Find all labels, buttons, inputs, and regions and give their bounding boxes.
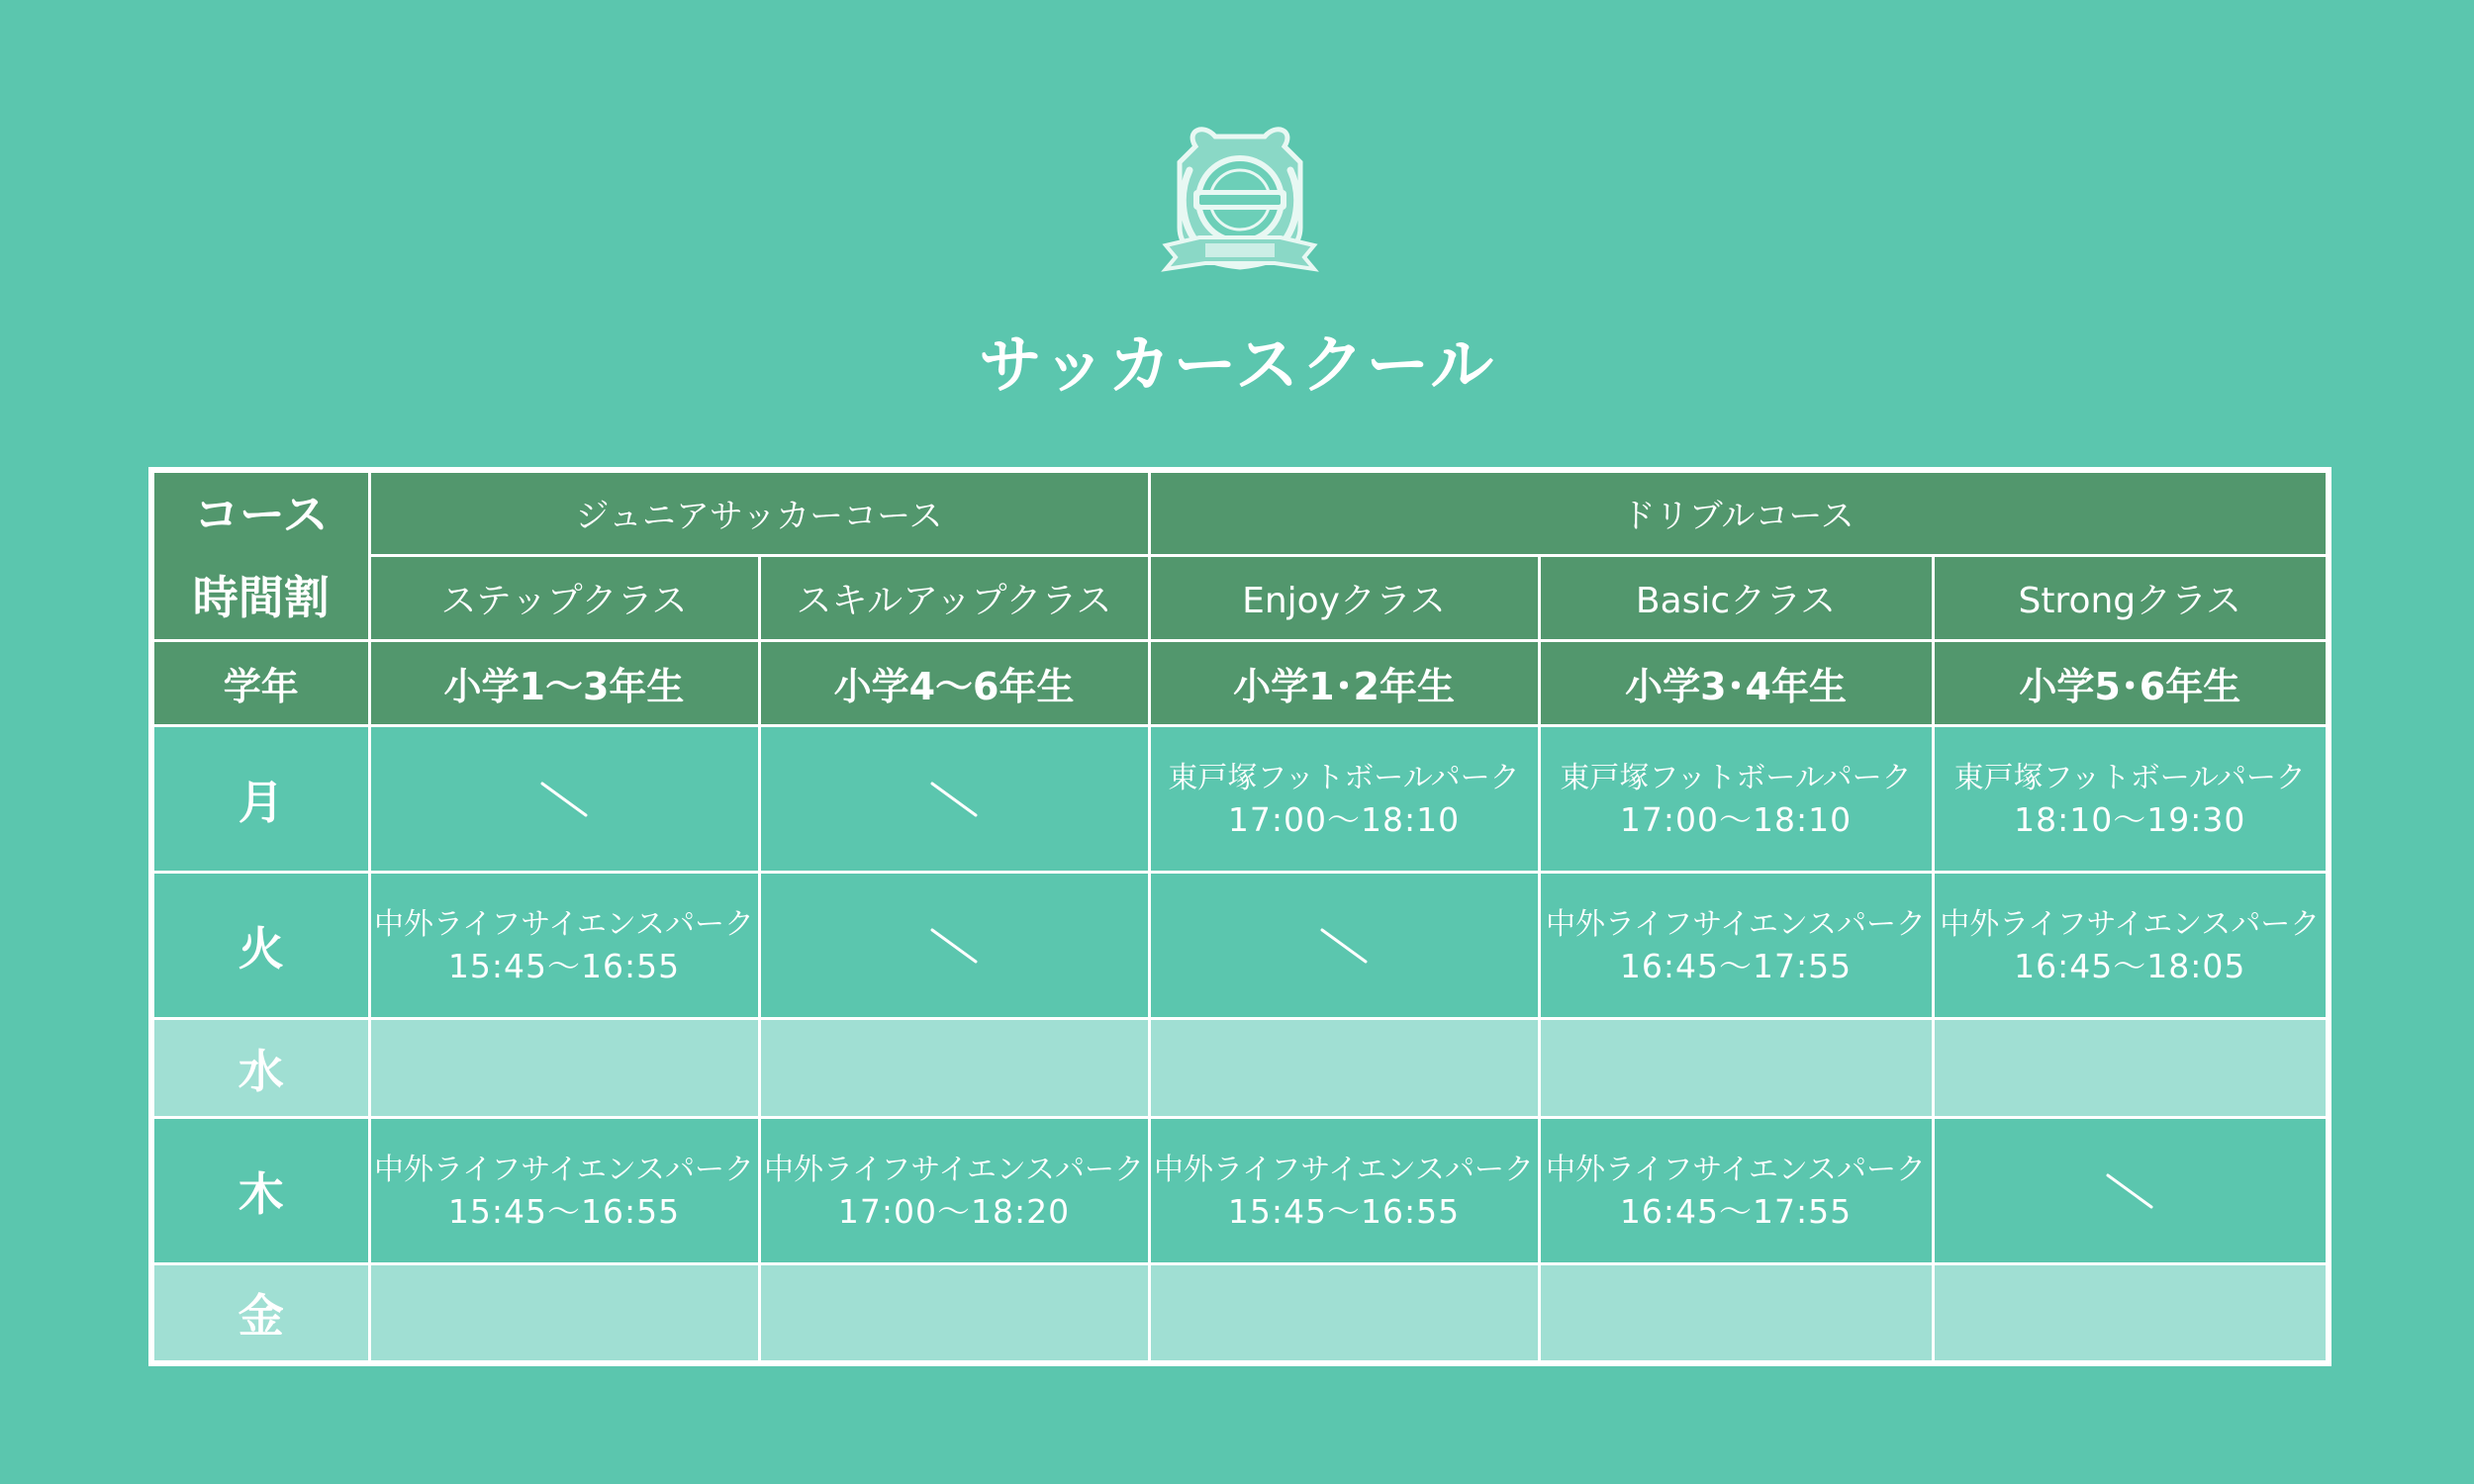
grade-step: 小学1〜3年生: [369, 641, 759, 726]
session-time: 15:45〜16:55: [447, 946, 681, 985]
session-venue: 中外ライフサイエンスパーク: [764, 1152, 1144, 1187]
empty-cell: [759, 1264, 1149, 1363]
session-cell: [1149, 726, 1539, 873]
class-enjoy: Enjoyクラス: [1149, 555, 1539, 640]
no-session-cell: [369, 726, 759, 873]
session-venue: 東戸塚フットボールパーク: [1953, 760, 2306, 795]
session-venue: 中外ライフサイエンスパーク: [374, 1152, 754, 1187]
session-cell: [759, 1118, 1149, 1264]
session-cell: [369, 1118, 759, 1264]
schedule-table: [148, 467, 2331, 1366]
no-session-slash-icon: [2102, 1171, 2157, 1211]
grade-skillup: 小学4〜6年生: [759, 641, 1149, 726]
session-time: 17:00〜18:10: [1619, 799, 1853, 839]
day-label: 火: [151, 873, 369, 1019]
session-venue: 東戸塚フットボールパーク: [1560, 760, 1912, 795]
no-session-slash-icon: [926, 780, 982, 819]
session-cell: [1539, 873, 1933, 1019]
session-cell: [1149, 1118, 1539, 1264]
day-row: [151, 1118, 2329, 1264]
day-label: 水: [151, 1019, 369, 1118]
session-venue: 中外ライフサイエンスパーク: [374, 906, 754, 942]
no-session-cell: [759, 873, 1149, 1019]
day-label: 月: [151, 726, 369, 873]
empty-cell: [1539, 1019, 1933, 1118]
grade-basic: 小学3･4年生: [1539, 641, 1933, 726]
session-cell: [1933, 873, 2329, 1019]
session-cell: [369, 873, 759, 1019]
page-title: サッカースクール: [978, 329, 1496, 403]
session-time: 15:45〜16:55: [447, 1191, 681, 1231]
day-label: 金: [151, 1264, 369, 1363]
empty-cell: [369, 1264, 759, 1363]
session-time: 17:00〜18:10: [1227, 799, 1461, 839]
no-session-cell: [1149, 873, 1539, 1019]
session-venue: 中外ライフサイエンスパーク: [1154, 1152, 1535, 1187]
empty-cell: [1933, 1264, 2329, 1363]
session-cell: [1539, 1118, 1933, 1264]
session-time: 18:10〜19:30: [2014, 799, 2246, 839]
course-schedule-header: [151, 470, 369, 641]
empty-cell: [759, 1019, 1149, 1118]
day-row: [151, 1019, 2329, 1118]
empty-cell: [1539, 1264, 1933, 1363]
session-venue: 中外ライフサイエンスパーク: [1546, 1152, 1927, 1187]
grade-enjoy: 小学1･2年生: [1149, 641, 1539, 726]
session-time: 16:45〜17:55: [1619, 946, 1853, 985]
class-step: ステップクラス: [369, 555, 759, 640]
session-time: 16:45〜18:05: [2014, 946, 2246, 985]
empty-cell: [1149, 1264, 1539, 1363]
session-time: 15:45〜16:55: [1227, 1191, 1461, 1231]
no-session-cell: [759, 726, 1149, 873]
empty-cell: [1933, 1019, 2329, 1118]
day-row: [151, 726, 2329, 873]
no-session-slash-icon: [1316, 926, 1372, 966]
session-venue: 中外ライフサイエンスパーク: [1546, 906, 1927, 942]
grade-strong: 小学5･6年生: [1933, 641, 2329, 726]
empty-cell: [369, 1019, 759, 1118]
empty-cell: [1149, 1019, 1539, 1118]
session-cell: [1933, 726, 2329, 873]
no-session-slash-icon: [926, 926, 982, 966]
no-session-slash-icon: [536, 780, 592, 819]
class-strong: Strongクラス: [1933, 555, 2329, 640]
group-junior-soccer: ジュニアサッカーコース: [369, 470, 1149, 555]
session-time: 16:45〜17:55: [1619, 1191, 1853, 1231]
day-label: 木: [151, 1118, 369, 1264]
junior-soccer-crest-icon: [1156, 119, 1324, 282]
session-cell: [1539, 726, 1933, 873]
no-session-cell: [1933, 1118, 2329, 1264]
class-skillup: スキルアップクラス: [759, 555, 1149, 640]
group-dribble: ドリブルコース: [1149, 470, 2329, 555]
course-label: コース: [193, 488, 329, 541]
schedule-label: 時間割: [192, 571, 330, 624]
grade-label: 学年: [151, 641, 369, 726]
class-basic: Basicクラス: [1539, 555, 1933, 640]
day-row: [151, 1264, 2329, 1363]
day-row: [151, 873, 2329, 1019]
session-venue: 東戸塚フットボールパーク: [1168, 760, 1520, 795]
session-time: 17:00〜18:20: [837, 1191, 1071, 1231]
session-venue: 中外ライフサイエンスパーク: [1940, 906, 2321, 942]
